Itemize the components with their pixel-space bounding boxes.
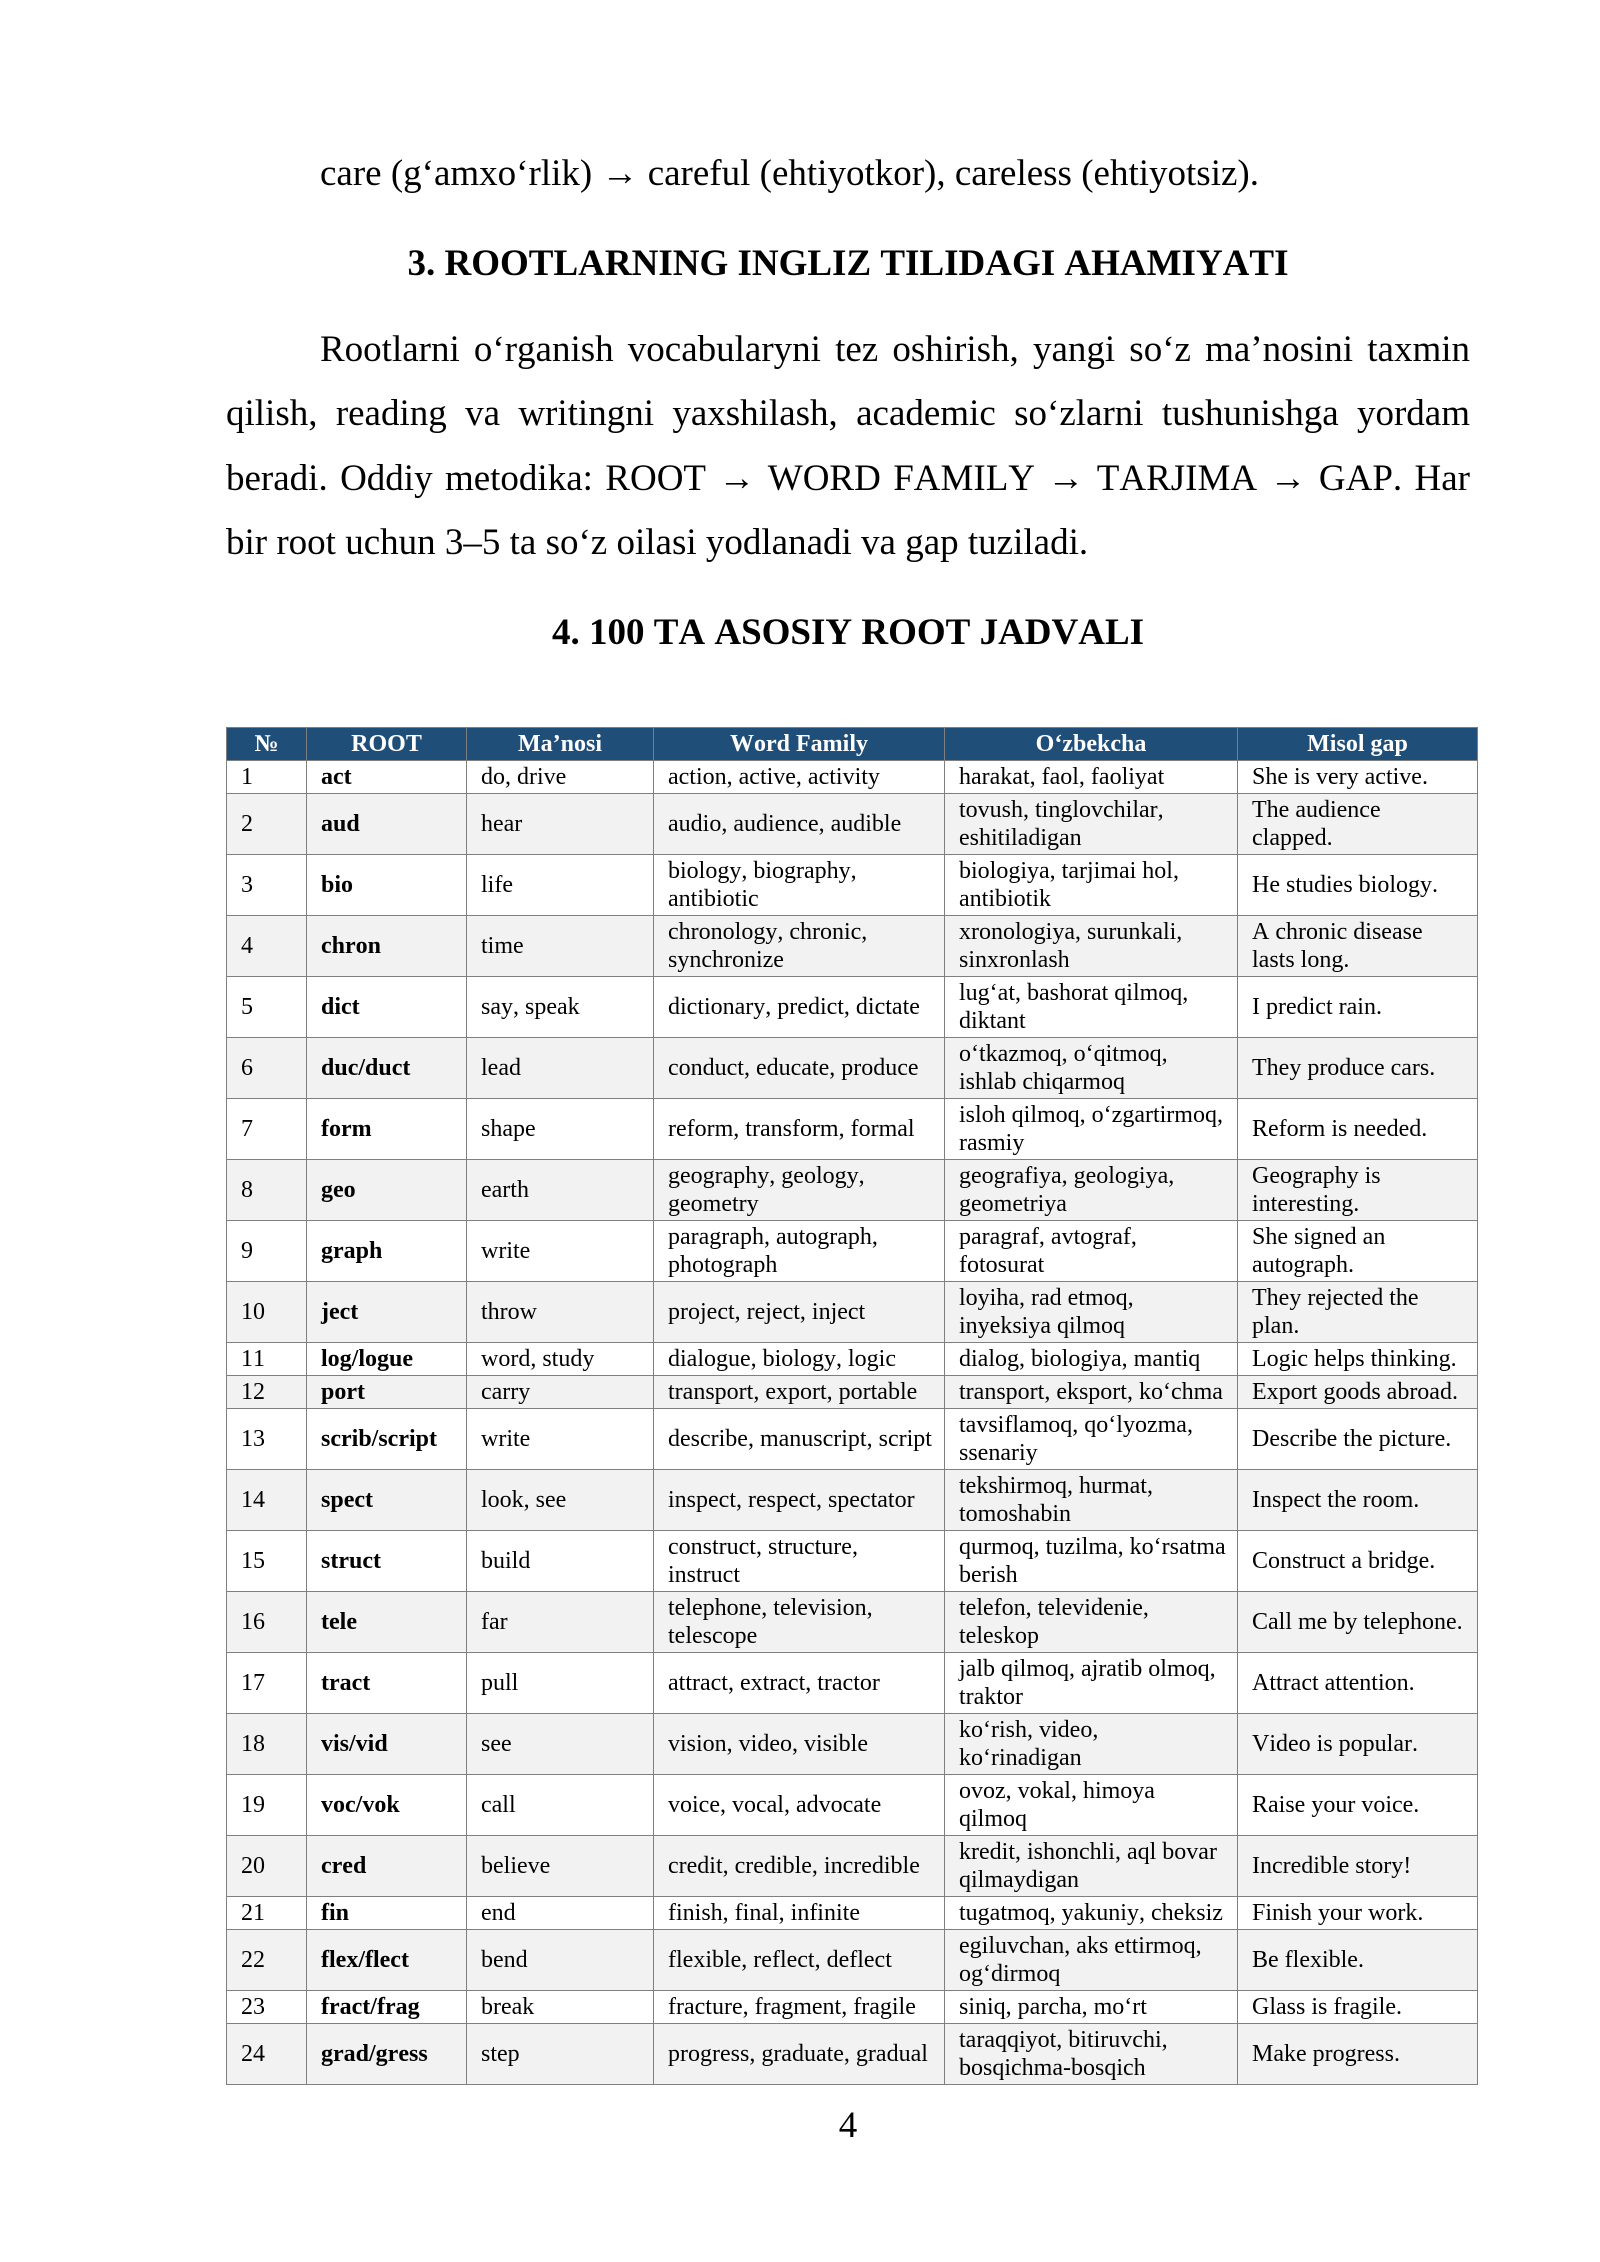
cell-uzbek: dialog, biologiya, mantiq [945, 1343, 1238, 1376]
cell-root: act [307, 761, 467, 794]
cell-no: 11 [227, 1343, 307, 1376]
cell-uzbek: ko‘rish, video, ko‘rinadigan [945, 1714, 1238, 1775]
cell-uzbek: telefon, televidenie, teleskop [945, 1592, 1238, 1653]
cell-meaning: step [467, 2024, 654, 2085]
cell-word-family: voice, vocal, advocate [654, 1775, 945, 1836]
table-row [227, 1991, 1478, 2024]
cell-word-family: paragraph, autograph, photograph [654, 1221, 945, 1282]
cell-word-family: attract, extract, tractor [654, 1653, 945, 1714]
cell-meaning: far [467, 1592, 654, 1653]
cell-example: Reform is needed. [1238, 1099, 1478, 1160]
header-meaning: Ma’nosi [467, 728, 654, 761]
cell-word-family: credit, credible, incredible [654, 1836, 945, 1897]
cell-no: 6 [227, 1038, 307, 1099]
cell-meaning: earth [467, 1160, 654, 1221]
cell-word-family: geography, geology, geometry [654, 1160, 945, 1221]
cell-meaning: end [467, 1897, 654, 1930]
cell-no: 19 [227, 1775, 307, 1836]
header-root: ROOT [307, 728, 467, 761]
cell-uzbek: loyiha, rad etmoq, inyeksiya qilmoq [945, 1282, 1238, 1343]
cell-no: 23 [227, 1991, 307, 2024]
cell-meaning: do, drive [467, 761, 654, 794]
cell-word-family: progress, graduate, gradual [654, 2024, 945, 2085]
cell-meaning: believe [467, 1836, 654, 1897]
cell-example: Finish your work. [1238, 1897, 1478, 1930]
cell-root: voc/vok [307, 1775, 467, 1836]
cell-example: Describe the picture. [1238, 1409, 1478, 1470]
cell-no: 1 [227, 761, 307, 794]
cell-no: 21 [227, 1897, 307, 1930]
cell-no: 17 [227, 1653, 307, 1714]
header-example: Misol gap [1238, 728, 1478, 761]
table-row [227, 2024, 1478, 2085]
cell-no: 10 [227, 1282, 307, 1343]
cell-meaning: carry [467, 1376, 654, 1409]
cell-uzbek: qurmoq, tuzilma, ko‘rsatma berish [945, 1531, 1238, 1592]
cell-root: tract [307, 1653, 467, 1714]
cell-no: 24 [227, 2024, 307, 2085]
cell-example: Attract attention. [1238, 1653, 1478, 1714]
page-number: 4 [838, 2105, 858, 2146]
cell-word-family: conduct, educate, produce [654, 1038, 945, 1099]
cell-no: 8 [227, 1160, 307, 1221]
cell-uzbek: transport, eksport, ko‘chma [945, 1376, 1238, 1409]
cell-meaning: break [467, 1991, 654, 2024]
cell-meaning: look, see [467, 1470, 654, 1531]
cell-root: log/logue [307, 1343, 467, 1376]
cell-example: She is very active. [1238, 761, 1478, 794]
cell-no: 20 [227, 1836, 307, 1897]
cell-root: duc/duct [307, 1038, 467, 1099]
cell-meaning: shape [467, 1099, 654, 1160]
cell-example: Construct a bridge. [1238, 1531, 1478, 1592]
cell-root: aud [307, 794, 467, 855]
cell-example: A chronic disease lasts long. [1238, 916, 1478, 977]
table-row [227, 1282, 1478, 1343]
table-row [227, 1099, 1478, 1160]
cell-uzbek: lug‘at, bashorat qilmoq, diktant [945, 977, 1238, 1038]
table-row [227, 1038, 1478, 1099]
table-header-row [227, 728, 1478, 761]
cell-example: Logic helps thinking. [1238, 1343, 1478, 1376]
cell-no: 2 [227, 794, 307, 855]
cell-example: Raise your voice. [1238, 1775, 1478, 1836]
cell-meaning: throw [467, 1282, 654, 1343]
cell-example: Geography is interesting. [1238, 1160, 1478, 1221]
cell-word-family: fracture, fragment, fragile [654, 1991, 945, 2024]
cell-root: scrib/script [307, 1409, 467, 1470]
root-table [226, 727, 1478, 2085]
cell-no: 4 [227, 916, 307, 977]
cell-word-family: dictionary, predict, dictate [654, 977, 945, 1038]
section-3-heading: 3. ROOTLARNING INGLIZ TILIDAGI AHAMIYATI [407, 243, 1289, 284]
table-row [227, 1343, 1478, 1376]
cell-no: 16 [227, 1592, 307, 1653]
cell-example: Inspect the room. [1238, 1470, 1478, 1531]
cell-uzbek: tekshirmoq, hurmat, tomoshabin [945, 1470, 1238, 1531]
cell-example: They rejected the plan. [1238, 1282, 1478, 1343]
table-row [227, 1653, 1478, 1714]
cell-no: 15 [227, 1531, 307, 1592]
cell-meaning: pull [467, 1653, 654, 1714]
cell-meaning: life [467, 855, 654, 916]
table-row [227, 1160, 1478, 1221]
cell-word-family: finish, final, infinite [654, 1897, 945, 1930]
cell-no: 3 [227, 855, 307, 916]
cell-root: grad/gress [307, 2024, 467, 2085]
cell-example: He studies biology. [1238, 855, 1478, 916]
cell-example: I predict rain. [1238, 977, 1478, 1038]
cell-uzbek: o‘tkazmoq, o‘qitmoq, ishlab chiqarmoq [945, 1038, 1238, 1099]
cell-uzbek: siniq, parcha, mo‘rt [945, 1991, 1238, 2024]
cell-example: Glass is fragile. [1238, 1991, 1478, 2024]
cell-word-family: vision, video, visible [654, 1714, 945, 1775]
cell-no: 22 [227, 1930, 307, 1991]
cell-root: flex/flect [307, 1930, 467, 1991]
table-row [227, 977, 1478, 1038]
table-body [227, 761, 1478, 2085]
cell-uzbek: geografiya, geologiya, geometriya [945, 1160, 1238, 1221]
cell-root: struct [307, 1531, 467, 1592]
cell-meaning: word, study [467, 1343, 654, 1376]
cell-example: Video is popular. [1238, 1714, 1478, 1775]
cell-word-family: describe, manuscript, script [654, 1409, 945, 1470]
cell-meaning: bend [467, 1930, 654, 1991]
cell-root: vis/vid [307, 1714, 467, 1775]
table-row [227, 1409, 1478, 1470]
table-row [227, 1376, 1478, 1409]
cell-uzbek: tovush, tinglovchilar, eshitiladigan [945, 794, 1238, 855]
cell-no: 9 [227, 1221, 307, 1282]
cell-word-family: audio, audience, audible [654, 794, 945, 855]
cell-root: graph [307, 1221, 467, 1282]
section-4-heading: 4. 100 TA ASOSIY ROOT JADVALI [551, 612, 1145, 653]
cell-root: fin [307, 1897, 467, 1930]
cell-root: form [307, 1099, 467, 1160]
table-row [227, 794, 1478, 855]
cell-uzbek: isloh qilmoq, o‘zgartirmoq, rasmiy [945, 1099, 1238, 1160]
header-word-family: Word Family [654, 728, 945, 761]
intro-line: care (g‘amxo‘rlik) → careful (ehtiyotkor), careless (ehtiyotsiz). [320, 153, 1259, 194]
table-row [227, 916, 1478, 977]
cell-root: spect [307, 1470, 467, 1531]
cell-meaning: write [467, 1409, 654, 1470]
cell-no: 5 [227, 977, 307, 1038]
cell-meaning: hear [467, 794, 654, 855]
cell-uzbek: biologiya, tarjimai hol, antibiotik [945, 855, 1238, 916]
cell-meaning: time [467, 916, 654, 977]
cell-uzbek: paragraf, avtograf, fotosurat [945, 1221, 1238, 1282]
cell-example: Call me by telephone. [1238, 1592, 1478, 1653]
cell-no: 18 [227, 1714, 307, 1775]
cell-example: Export goods abroad. [1238, 1376, 1478, 1409]
table-row [227, 1470, 1478, 1531]
table-row [227, 1836, 1478, 1897]
section-3-paragraph: Rootlarni o‘rganish vocabularyni tez oshirish, yangi so‘z ma’nosini taxmin qilish, reading va writingni yaxshilash, academic so‘zlarni tushunishga yordam beradi. Oddiy metodika: ROOT → WORD FAMILY → TARJIMA → GAP. Har bir root uchun 3–5 ta so‘z oilasi yodlanadi va gap tuziladi. [226, 329, 1470, 563]
cell-word-family: action, active, activity [654, 761, 945, 794]
cell-uzbek: tavsiflamoq, qo‘lyozma, ssenariy [945, 1409, 1238, 1470]
cell-root: fract/frag [307, 1991, 467, 2024]
cell-no: 13 [227, 1409, 307, 1470]
cell-word-family: reform, transform, formal [654, 1099, 945, 1160]
cell-meaning: write [467, 1221, 654, 1282]
cell-word-family: construct, structure, instruct [654, 1531, 945, 1592]
table-row [227, 1714, 1478, 1775]
cell-uzbek: egiluvchan, aks ettirmoq, og‘dirmoq [945, 1930, 1238, 1991]
cell-uzbek: harakat, faol, faoliyat [945, 761, 1238, 794]
header-uzbek: O‘zbekcha [945, 728, 1238, 761]
cell-root: ject [307, 1282, 467, 1343]
table-row [227, 761, 1478, 794]
cell-word-family: dialogue, biology, logic [654, 1343, 945, 1376]
header-no: № [227, 728, 307, 761]
cell-uzbek: taraqqiyot, bitiruvchi, bosqichma-bosqich [945, 2024, 1238, 2085]
table-row [227, 1775, 1478, 1836]
cell-example: Be flexible. [1238, 1930, 1478, 1991]
cell-uzbek: jalb qilmoq, ajratib olmoq, traktor [945, 1653, 1238, 1714]
cell-root: bio [307, 855, 467, 916]
cell-root: port [307, 1376, 467, 1409]
cell-uzbek: xronologiya, surunkali, sinxronlash [945, 916, 1238, 977]
cell-word-family: transport, export, portable [654, 1376, 945, 1409]
cell-root: cred [307, 1836, 467, 1897]
cell-root: tele [307, 1592, 467, 1653]
cell-word-family: biology, biography, antibiotic [654, 855, 945, 916]
cell-example: Incredible story! [1238, 1836, 1478, 1897]
table-row [227, 1930, 1478, 1991]
cell-no: 14 [227, 1470, 307, 1531]
cell-meaning: build [467, 1531, 654, 1592]
cell-word-family: project, reject, inject [654, 1282, 945, 1343]
cell-no: 7 [227, 1099, 307, 1160]
cell-meaning: call [467, 1775, 654, 1836]
cell-meaning: lead [467, 1038, 654, 1099]
table-row [227, 855, 1478, 916]
cell-meaning: say, speak [467, 977, 654, 1038]
cell-word-family: telephone, television, telescope [654, 1592, 945, 1653]
cell-example: She signed an autograph. [1238, 1221, 1478, 1282]
cell-example: They produce cars. [1238, 1038, 1478, 1099]
table-row [227, 1592, 1478, 1653]
table-row [227, 1221, 1478, 1282]
cell-uzbek: ovoz, vokal, himoya qilmoq [945, 1775, 1238, 1836]
cell-uzbek: tugatmoq, yakuniy, cheksiz [945, 1897, 1238, 1930]
cell-meaning: see [467, 1714, 654, 1775]
cell-word-family: inspect, respect, spectator [654, 1470, 945, 1531]
cell-example: Make progress. [1238, 2024, 1478, 2085]
cell-root: dict [307, 977, 467, 1038]
cell-word-family: flexible, reflect, deflect [654, 1930, 945, 1991]
cell-root: geo [307, 1160, 467, 1221]
cell-no: 12 [227, 1376, 307, 1409]
cell-example: The audience clapped. [1238, 794, 1478, 855]
cell-word-family: chronology, chronic, synchronize [654, 916, 945, 977]
cell-uzbek: kredit, ishonchli, aql bovar qilmaydigan [945, 1836, 1238, 1897]
table-row [227, 1897, 1478, 1930]
cell-root: chron [307, 916, 467, 977]
table-row [227, 1531, 1478, 1592]
